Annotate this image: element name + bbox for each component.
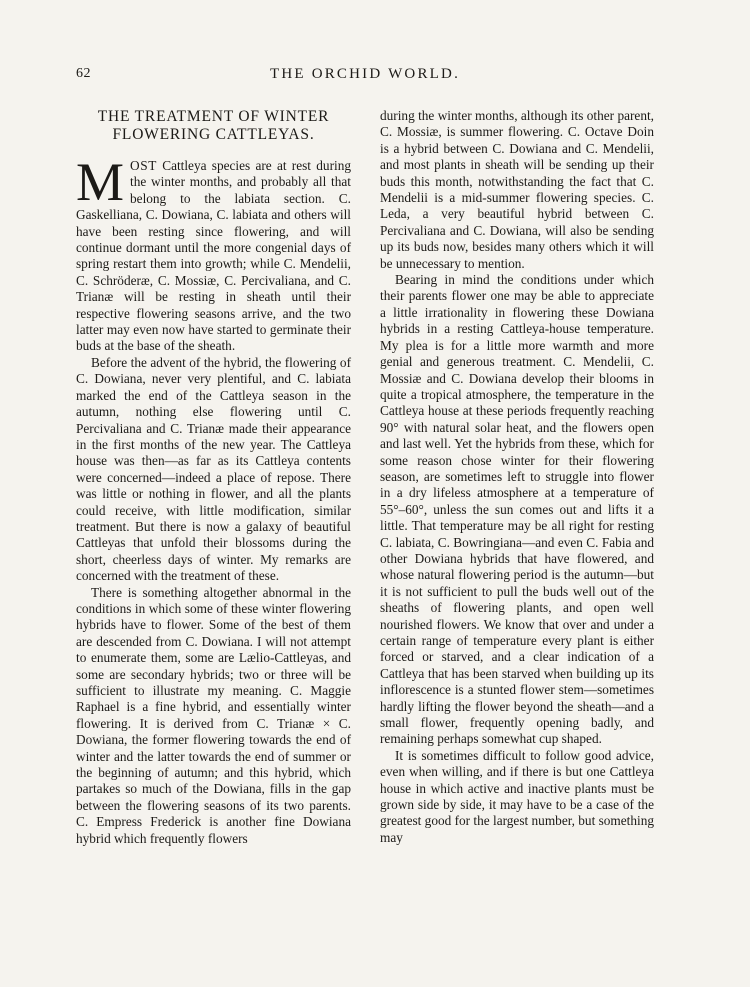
left-column	[76, 108, 351, 847]
page-number: 62	[76, 66, 91, 81]
journal-title: THE ORCHID WORLD.	[269, 66, 461, 82]
paragraph-4: Bearing in mind the conditions under which their parents flower one may be able to appreciate a little irrationality in flowering these Dowiana hybrids in a resting Cattleya-house temperature. My plea is for a little more warmth and more genial and generous treatment. C. Mendelii, C. Mossiæ and C. Dowiana develop their blooms in quite a tropical atmosphere, the temperature in the Cattleya house at these periods frequently reaching 90° with natural solar heat, and the flowers open and last well. Yet the hybrids from these, which for some reason chose winter for their flowering season, are sometimes left to struggle into flower in a dry lifeless atmosphere at a temperature of 55°–60°, unless the sun comes out and lifts it a little. That temperature may be all right for resting C. labiata, C. Bowringiana—and even C. Fabia and other Dowiana hybrids that have flowered, and whose natural flowering period is the autumn—but it is not sufficient to pull the buds well out of the sheaths of flowering plants, and open well nourished flowers. We know that over and under a certain range of temperature every plant is either forced or starved, and a clear indication of a Cattleya that has been starved when building up its inflorescence is a stunted flower stem—sometimes hardly lifting the flower beyond the sheath—and a small flower, frequently opening badly, and remaining perhaps somewhat cup shaped.	[380, 272, 654, 747]
article-title-line-2: FLOWERING CATTLEYAS.	[112, 126, 315, 143]
article-title-line-1: THE TREATMENT OF WINTER	[97, 108, 330, 125]
right-column	[380, 108, 654, 846]
running-head	[76, 66, 654, 86]
paragraph-3: There is something altogether abnormal in the conditions in which some of these winter flowering hybrids have to flower. Some of the best of them are descended from C. Dowiana. I will not attempt to enumerate them, some are Lælio-Cattleyas, and some are secondary hybrids; two or three will be sufficient to illustrate my meaning. C. Maggie Raphael is a fine hybrid, and essentially winter flowering. It is derived from C. Trianæ × C. Dowiana, the former flowering towards the end of winter and the latter towards the end of summer or the beginning of autumn; and this hybrid, which partakes so much of the Dowiana, fills in the gap between the flowering seasons of its two parents. C. Empress Frederick is another fine Dowiana hybrid which frequently flowers	[76, 584, 351, 846]
lead-word: OST	[130, 158, 157, 173]
paragraph-1-text: Cattleya species are at rest during the winter months, and probably all that belong to the labiata section. C. Gaskelliana, C. Dowiana, C. labiata and others will have been resting since flowering, and will continue dormant until the more congenial days of spring restart them into growth; while C. Mendelii, C. Schröderæ, C. Mossiæ, C. Percivaliana, and C. Trianæ will be resting in sheath until their respective flowering seasons arrive, and the two latter may even now have started to germinate their buds at the base of the sheath.	[76, 158, 351, 354]
paragraph-5: It is sometimes difficult to follow good advice, even when willing, and if there is but one Cattleya house in which active and inactive plants must be grown side by side, it may have to be a case of the greatest good for the largest number, but something may	[380, 747, 654, 845]
paragraph-1	[76, 152, 351, 355]
drop-cap: M	[76, 152, 125, 212]
paragraph-2: Before the advent of the hybrid, the flowering of C. Dowiana, never very plentiful, and C. labiata marked the end of the Cattleya season in the autumn, nothing else flowering until C. Percivaliana and C. Trianæ made their appearance in the first months of the new year. The Cattleya house was then—as far as its Cattleya contents were concerned—indeed a place of repose. There was little or nothing in flower, and all the plants could receive, with little modification, similar treatment. But there is now a galaxy of beautiful Cattleyas that unfold their blossoms during the short, cheerless days of winter. My remarks are concerned with the treatment of these.	[76, 354, 351, 584]
paragraph-3-continued: during the winter months, although its other parent, C. Mossiæ, is summer flowering. C. Octave Doin is a hybrid between C. Dowiana and C. Mendelii, and most plants in sheath will be sending up their buds this month, notwithstanding the fact that C. Mendelii is a mid-summer flowering species. C. Leda, a very beautiful hybrid between C. Percivaliana and C. Dowiana, will also be sending up its buds now, besides many others which it will be unnecessary to mention.	[380, 108, 654, 271]
article-title	[76, 108, 351, 144]
